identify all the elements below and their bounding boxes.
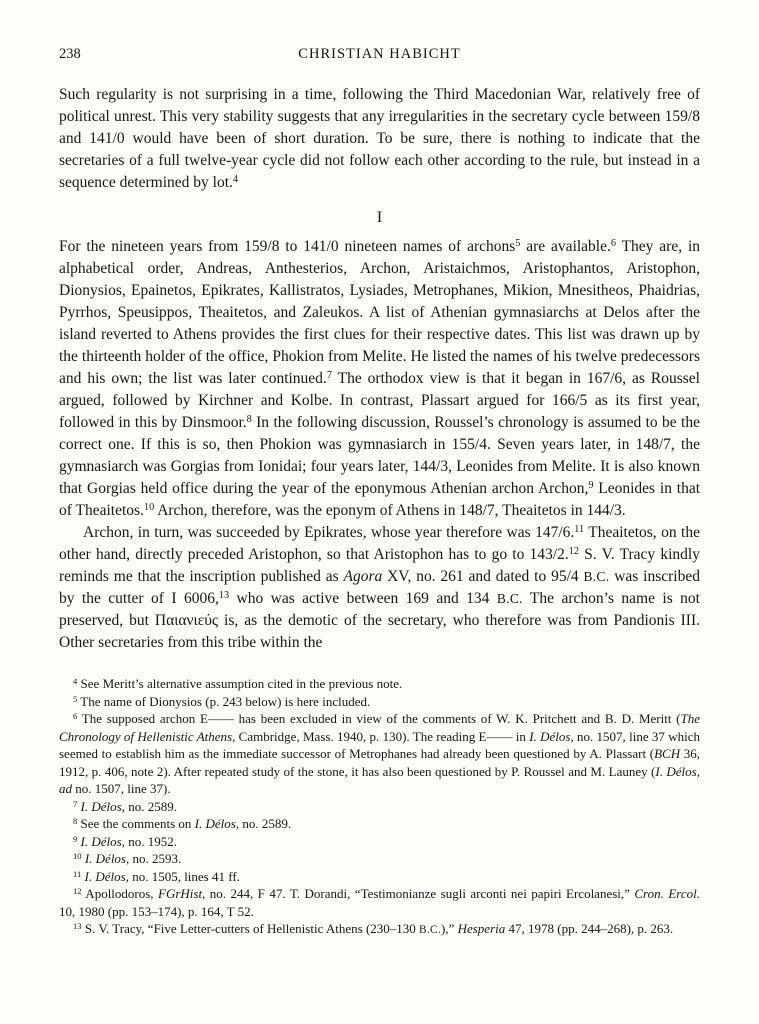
section-heading: I <box>376 209 383 226</box>
page-header <box>59 46 700 66</box>
footnote: $^7$ I. Délos, no. 2589. <box>73 798 177 814</box>
paragraph: Archon, in turn, was succeeded by Epikrates, whose year therefore was 147/6.11 Theaitetos, on the other hand, directly preceded Aristophon, so that Aristophon has to go to 143/2.12 S. V. Tracy kindly reminds me that the inscription published as Agora XV, no. 261 and dated to 95/4 B.C. was inscribed by the cutter of I 6006,13 who was active between 169 and 134 B.C. The archon’s name is not preserved, but Παιανιεύς is, as the demotic of the secretary, who therefore was from Pandionis III. Other secretaries from this tribe within the <box>59 524 700 651</box>
footnote: $^8$ See the comments on I. Délos, no. 2589. <box>73 816 292 831</box>
footnotes <box>59 675 700 940</box>
footnote: $^{10}$ I. Délos, no. 2593. <box>73 851 182 866</box>
footnote: $^{11}$ I. Délos, no. 1505, lines 41 ff. <box>73 868 240 884</box>
footnote: $^5$ The name of Dionysios (p. 243 below) is here included. <box>73 693 371 709</box>
body-text <box>59 84 700 654</box>
footnote: $^6$ The supposed archon E—— has been excluded in view of the comments of W. K. Pritchett and B. D. Meritt (The Chronology of Hellenistic Athens, Cambridge, Mass. 1940, p. 130). The reading E—— in I. Délos, no. 1507, line 37 which seemed to establish him as the immediate successor of Metrophanes had already been questioned by A. Plassart (BCH 36, 1912, p. 406, note 2). After repeated study of the stone, it has also been questioned by P. Roussel and M. Launey (I. Délos, ad no. 1507, line 37). <box>59 711 701 796</box>
running-head: CHRISTIAN HABICHT <box>298 46 461 62</box>
page-number: 238 <box>59 46 81 62</box>
footnote: $^{12}$ Apollodoros, FGrHist, no. 244, F 47. T. Dorandi, “Testimonianze sugli arconti nei papiri Ercolanesi,” Cron. Ercol. 10, 1980 (pp. 153–174), p. 164, T 52. <box>59 886 700 919</box>
footnote: $^9$ I. Délos, no. 1952. <box>73 833 177 849</box>
paragraph: For the nineteen years from 159/8 to 141/0 nineteen names of archons$^5$ are available.$^6$ They are, in alphabetical order, Andreas, Anthesterios, Archon, Aristaichmos, Aristophantos, Aristophon, Dionysios, Epainetos, Epikrates, Kallistratos, Lysiades, Metrophanes, Mikion, Mnesitheos, Phaidrias, Pyrrhos, Speusippos, Theaitetos, and Zaleukos. A list of Athenian gymnasiarchs at Delos after the island reverted to Athens provides the first clues for their respective dates. This list was drawn up by the thirteenth holder of the office, Phokion from Melite. He listed the names of his twelve predecessors and his own; the list was later continued.$^7$ The orthodox view is that it began in 167/6, as Roussel argued, followed by Kirchner and Kolbe. In contrast, Plassart argued for 166/5 as its first year, followed in this by Dinsmoor.$^8$ In the following discussion, Roussel’s chronology is assumed to be the correct one. If this is so, then Phokion was gymnasiarch in 155/4. Seven years later, in 148/7, the gymnasiarch was Gorgias from Ionidai; four years later, 144/3, Leonides from Melite. It is also known that Gorgias held office during the year of the eponymous Athenian archon Archon,$^9$ Leonides in that of Theaitetos.$^{10}$ Archon, therefore, was the eponym of Athens in 148/7, Theaitetos in 144/3. <box>59 238 701 519</box>
footnote: $^4$ See Meritt’s alternative assumption cited in the previous note. <box>73 676 403 691</box>
paragraph: Such regularity is not surprising in a time, following the Third Macedonian War, relatively free of political unrest. This very stability suggests that any irregularities in the secretary cycle between 159/8 and 141/0 would have been of short duration. To be sure, there is nothing to indicate that the secretaries of a full twelve-year cycle did not follow each other according to the rule, but instead in a sequence determined by lot.$^4$ <box>59 86 700 191</box>
footnote: $^{13}$ S. V. Tracy, “Five Letter-cutters of Hellenistic Athens (230–130 B.C.),” Hesperia 47, 1978 (pp. 244–268), p. 263. <box>73 921 674 936</box>
